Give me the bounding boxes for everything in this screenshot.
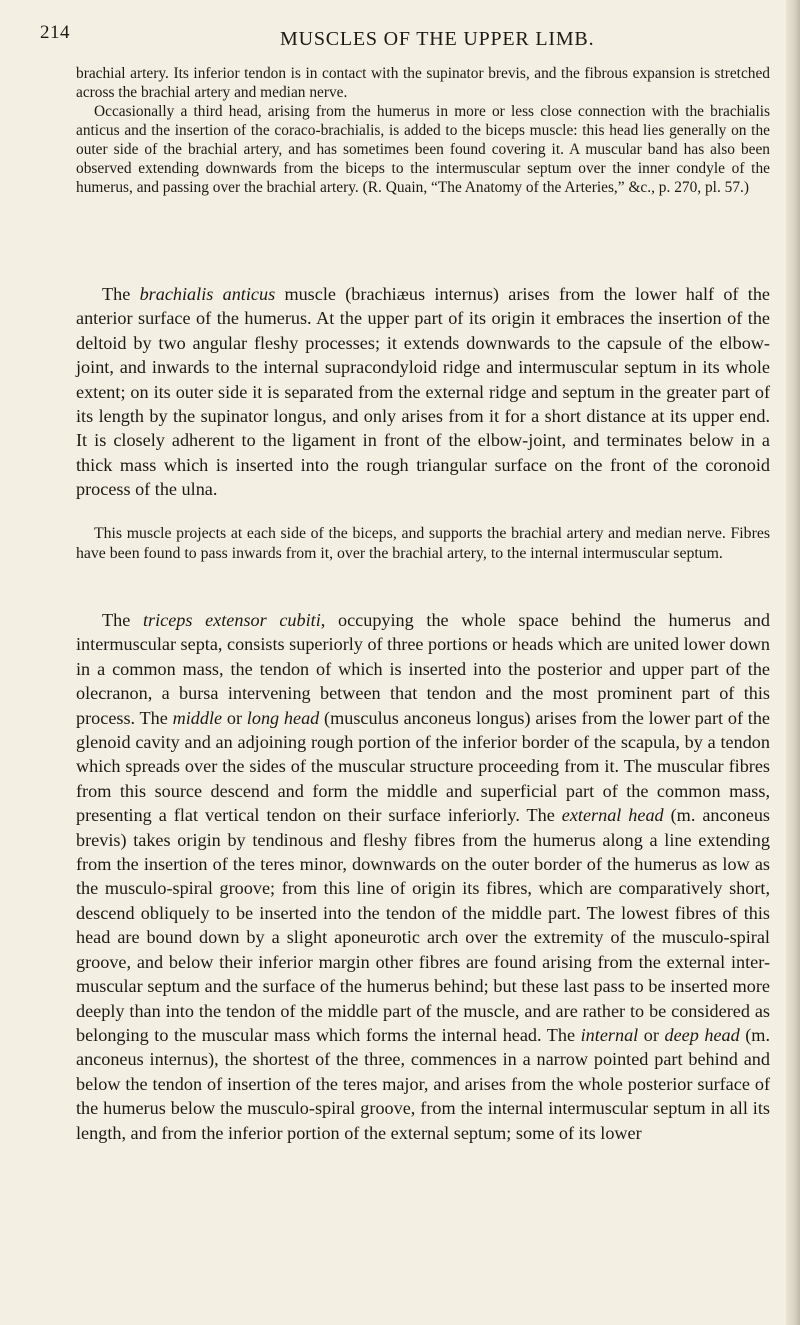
brachialis-note xyxy=(76,524,770,563)
brachialis-note-paragraph: This muscle projects at each side of the biceps, and supports the brachial artery and median nerve. Fibres have been found to pass inwards from it, over the brachial artery, to the internal intermuscular septum. xyxy=(76,525,770,562)
text-run: The xyxy=(102,284,140,304)
text-run: muscle (brachiæus internus) arises from the lower half of the anterior surface of the humerus. At the upper part of its origin it embraces the insertion of the deltoid by two angular fleshy processes; it extends downwards to the capsule of the elbow-joint, and inwards to the internal supracondyloid ridge and intermuscular septum in its whole extent; on its outer side it is separated from the external ridge and septum in the greater part of its length by the supinator longus, and only arises from it for a short distance at its upper end. It is closely adherent to the ligament in front of the elbow-joint, and terminates below in a thick mass which is inserted into the rough triangular surface on the front of the coronoid process of the ulna. xyxy=(76,284,770,500)
term: internal xyxy=(580,1024,639,1045)
top-note-paragraph-1: brachial artery. Its inferior tendon is in contact with the supinator brevis, and the fibrous expansion is stretched across the brachial artery and median nerve. xyxy=(76,65,770,101)
term: long head xyxy=(246,707,320,728)
brachialis-paragraph xyxy=(76,282,770,502)
page-edge xyxy=(786,0,800,1325)
brachialis-section xyxy=(76,282,770,502)
term: middle xyxy=(172,707,223,728)
text-run: The xyxy=(102,610,143,630)
text-run: or xyxy=(638,1024,665,1045)
page-number: 214 xyxy=(40,22,70,43)
text-run: (m. anconeus internus), the shortest of the three, commences in a narrow pointed part behind and below the tendon of insertion of the teres major, and arises from the whole posterior surface of the humerus below the musculo-spiral groove, from the internal intermuscular septum in all its length, and from the inferior portion of the external septum; some of its lower xyxy=(76,1024,770,1143)
top-note xyxy=(76,64,770,197)
text-run: (musculus anconeus longus) arises from the lower part of the glenoid cavity and an adjoining rough portion of the inferior border of the scapula, by a tendon which spreads over the sides of the muscular structure proceeding from it. The muscular fibres from this source descend and form the middle and superficial part of the common mass, presenting a flat vertical tendon on their surface inferiorly. The xyxy=(76,707,770,826)
page-header xyxy=(40,22,780,52)
muscle-name: triceps extensor cubiti xyxy=(142,610,321,630)
term: external head xyxy=(561,805,664,826)
running-head: MUSCLES OF THE UPPER LIMB. xyxy=(280,28,595,50)
term: deep head xyxy=(664,1024,740,1045)
text-run: , occupying the whole space behind the humerus and intermuscular septa, consists superiorly of three portions or heads which are united lower down in a common mass, the tendon of which is inserted into the posterior and upper part of the olecranon, a bursa intervening between that tendon and the most prominent part of this process. The xyxy=(76,610,770,728)
triceps-section xyxy=(76,608,770,1145)
muscle-name: brachialis anticus xyxy=(139,284,276,304)
text-run: (m. anconeus brevis) takes origin by tendinous and fleshy fibres from the humerus along a line extending from the insertion of the teres minor, downwards on the outer border of the humerus as low as the musculo-spiral groove; from this line of origin its fibres, which are comparatively short, descend obliquely to be inserted into the tendon of the middle part. The lowest fibres of this head are bound down by a slight aponeurotic arch over the extremity of the musculo-spiral groove, and below their inferior margin other fibres are found arising from the external inter-muscular septum and the surface of the humerus behind; but these last pass to be inserted more deeply than into the tendon of the middle part of the muscle, and are rather to be considered as belonging to the muscular mass which forms the internal head. The xyxy=(76,805,771,1045)
triceps-paragraph xyxy=(76,608,770,1145)
text-run: or xyxy=(222,707,247,728)
top-note-paragraph-2: Occasionally a third head, arising from the humerus in more or less close connection with the brachialis anticus and the insertion of the coraco-brachialis, is added to the biceps muscle: this head lies generally on the outer side of the brachial artery, and has sometimes been found covering it. A muscular band has also been observed extending downwards from the biceps to the intermuscular septum over the inner condyle of the humerus, and passing over the brachial artery. (R. Quain, “The Anatomy of the Arteries,” &c., p. 270, pl. 57.) xyxy=(76,103,770,196)
